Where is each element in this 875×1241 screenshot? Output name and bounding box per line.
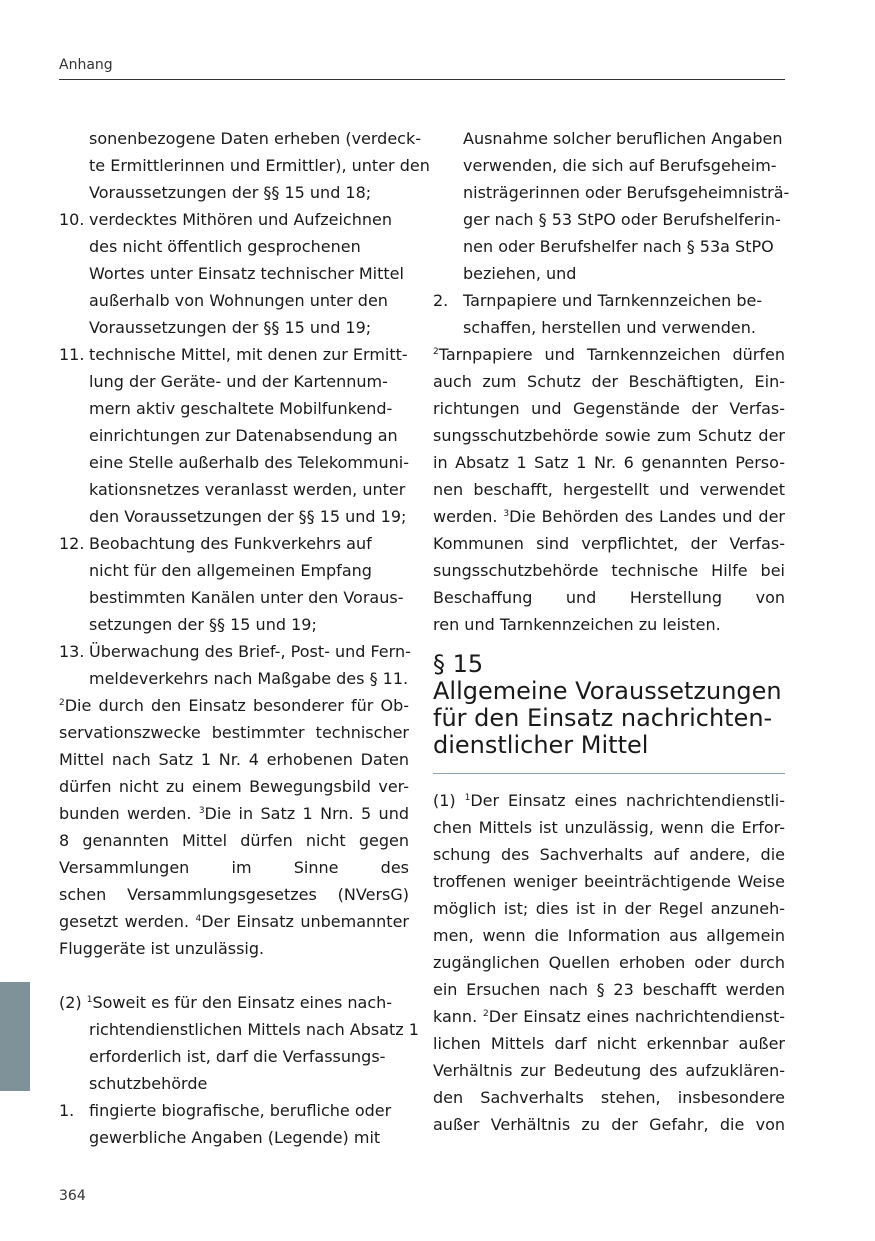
- paragraph-2-start: (2) $^1$Soweit es für den Einsatz eines nach-: [59, 993, 393, 1012]
- section-title-line: für den Einsatz nachrichten-: [433, 704, 773, 732]
- sentence-number: 2: [482, 1009, 489, 1019]
- text-line: Voraussetzungen der §§ 15 und 18;: [89, 183, 372, 202]
- text-line: servationszwecke bestimmter technischer: [59, 723, 409, 742]
- text-line: Tarnpapiere und Tarnkennzeichen be-: [463, 291, 763, 310]
- text-line: 8 genannten Mittel dürfen nicht gegen: [59, 831, 409, 850]
- text-line: schaffen, herstellen und verwenden.: [463, 318, 756, 337]
- text-line: ger nach § 53 StPO oder Berufshelferin-: [463, 210, 781, 229]
- text-line: ein Ersuchen nach § 23 beschafft werden: [433, 980, 785, 999]
- text-line: technische Mittel, mit denen zur Ermitt-: [89, 345, 408, 364]
- text-line: richtendienstlichen Mittels nach Absatz 1: [89, 1020, 419, 1039]
- text-line: gesetzt werden. $^4$Der Einsatz unbemannter: [59, 912, 409, 931]
- text-line: des nicht öffentlich gesprochenen: [89, 237, 361, 256]
- text-line: sonenbezogene Daten erheben (verdeck-: [89, 129, 422, 148]
- text-line: Kommunen sind verpflichtet, der Verfas-: [433, 534, 785, 553]
- sentence-number: 2: [59, 698, 65, 708]
- text-line: werden. $^3$Die Behörden des Landes und der: [433, 507, 785, 526]
- text-line: Ausnahme solcher beruflichen Angaben: [463, 129, 783, 148]
- running-head: Anhang: [59, 57, 113, 73]
- text-line: sungsschutzbehörde technische Hilfe bei: [433, 561, 785, 580]
- text-line: meldeverkehrs nach Maßgabe des § 11.: [89, 669, 409, 688]
- sentence-number: 3: [198, 806, 205, 816]
- text-line: te Ermittlerinnen und Ermittler), unter den: [89, 156, 430, 175]
- text-line: den Sachverhalts stehen, insbesondere: [433, 1088, 785, 1107]
- text-line: nen beschafft, hergestellt und verwendet: [433, 480, 785, 499]
- text-line: mern aktiv geschaltete Mobilfunkend-: [89, 399, 393, 418]
- text-line: zugänglichen Quellen erhoben oder durch: [433, 953, 785, 972]
- list-item-10: [59, 206, 409, 233]
- text-line: sungsschutzbehörde sowie zum Schutz der: [433, 426, 785, 445]
- list-item-12: [59, 530, 409, 557]
- text-line: ren und Tarnkennzeichen zu leisten.: [433, 615, 721, 634]
- paragraph-gap: [59, 962, 409, 989]
- text-line: $^2$Tarnpapiere und Tarnkennzeichen dürfen: [433, 345, 785, 364]
- text-line: verdecktes Mithören und Aufzeichnen: [89, 210, 392, 229]
- text-line: in Absatz 1 Satz 1 Nr. 6 genannten Perso-: [433, 453, 785, 472]
- text-line: Fluggeräte ist unzulässig.: [59, 939, 265, 958]
- page-number: 364: [59, 1188, 86, 1204]
- text-line: gewerbliche Angaben (Legende) mit: [89, 1128, 381, 1147]
- text-line: setzungen der §§ 15 und 19;: [89, 615, 317, 634]
- header-rule: [59, 79, 785, 80]
- left-column: [59, 125, 430, 1151]
- sentence-number: 1: [86, 995, 93, 1005]
- text-line: einrichtungen zur Datenabsendung an: [89, 426, 398, 445]
- sentence-number: 1: [464, 793, 471, 803]
- text-line: beziehen, und: [463, 264, 577, 283]
- text-line: erforderlich ist, darf die Verfassungs-: [89, 1047, 386, 1066]
- text-line: chen Mittels ist unzulässig, wenn die Erfor-: [433, 818, 785, 837]
- text-line: Voraussetzungen der §§ 15 und 19;: [89, 318, 372, 337]
- text-line: eine Stelle außerhalb des Telekommuni-: [89, 453, 410, 472]
- text-line: möglich ist; dies ist in der Regel anzuneh-: [433, 899, 785, 918]
- text-line: Wortes unter Einsatz technischer Mittel: [89, 264, 404, 283]
- text-line: lichen Mittels darf nicht erkennbar außer: [433, 1034, 785, 1053]
- text-line: kationsnetzes veranlasst werden, unter: [89, 480, 406, 499]
- text-line: bunden werden. $^3$Die in Satz 1 Nrn. 5 und: [59, 804, 409, 823]
- text-line: fingierte biografische, berufliche oder: [89, 1101, 392, 1120]
- text-line: außerhalb von Wohnungen unter den: [89, 291, 388, 310]
- text-line: kann. $^2$Der Einsatz eines nachrichtendienst-: [433, 1007, 785, 1026]
- text-line: bestimmten Kanälen unter den Voraus-: [89, 588, 404, 607]
- right-column: [433, 125, 790, 1138]
- text-line: den Voraussetzungen der §§ 15 und 19;: [89, 507, 407, 526]
- section-rule: [433, 773, 785, 774]
- section-title-line: Allgemeine Voraussetzungen: [433, 677, 782, 705]
- text-line: schen Versammlungsgesetzes (NVersG): [59, 885, 409, 904]
- text-line: Beobachtung des Funkverkehrs auf: [89, 534, 372, 553]
- text-line: richtungen und Gegenstände der Verfas-: [433, 399, 785, 418]
- text-line: men, wenn die Information aus allgemein: [433, 926, 785, 945]
- list-item-11: [59, 341, 409, 368]
- list-number: 13.: [59, 642, 85, 661]
- text-line: Mittel nach Satz 1 Nr. 4 erhobenen Daten: [59, 750, 409, 769]
- text-line: auch zum Schutz der Beschäftigten, Ein-: [433, 372, 785, 391]
- list-number: 11.: [59, 345, 85, 364]
- text-line: $^2$Die durch den Einsatz besonderer für Ob-: [59, 696, 409, 715]
- text-line: lung der Geräte- und der Kartennum-: [89, 372, 388, 391]
- text-line: Versammlungen im Sinne des: [59, 858, 409, 877]
- list-number: 10.: [59, 210, 85, 229]
- chapter-tab: [0, 982, 30, 1091]
- text-line: troffenen weniger beeinträchtigende Weise: [433, 872, 785, 891]
- section-heading: [433, 651, 785, 759]
- section-title-line: dienstlicher Mittel: [433, 731, 649, 759]
- list-item-13: [59, 638, 409, 665]
- text-line: Beschaffung und Herstellung von: [433, 588, 785, 607]
- text-line: außer Verhältnis zu der Gefahr, die von: [433, 1115, 785, 1134]
- list-number: 1.: [59, 1101, 75, 1120]
- text-line: schung des Sachverhalts auf andere, die: [433, 845, 785, 864]
- sentence-number: 4: [195, 914, 202, 924]
- section-number: § 15: [433, 650, 484, 678]
- text-line: nen oder Berufshelfer nach § 53a StPO: [463, 237, 774, 256]
- sentence-number: 3: [503, 509, 510, 519]
- list-item-2: [433, 287, 785, 314]
- text-line: schutzbehörde: [89, 1074, 208, 1093]
- paragraph-1-start: (1) $^1$Der Einsatz eines nachrichtendienstli-: [433, 791, 785, 810]
- text-line: verwenden, die sich auf Berufsgeheim-: [463, 156, 777, 175]
- text-line: nicht für den allgemeinen Empfang: [89, 561, 372, 580]
- text-line: Überwachung des Brief-, Post- und Fern-: [89, 642, 411, 661]
- text-line: dürfen nicht zu einem Bewegungsbild ver-: [59, 777, 409, 796]
- list-number: 12.: [59, 534, 85, 553]
- sentence-number: 2: [433, 347, 439, 357]
- list-item-1: [59, 1097, 409, 1124]
- text-line: nisträgerinnen oder Berufsgeheimnisträ-: [463, 183, 790, 202]
- text-line: Verhältnis zur Bedeutung des aufzuklären-: [433, 1061, 785, 1080]
- list-number: 2.: [433, 291, 449, 310]
